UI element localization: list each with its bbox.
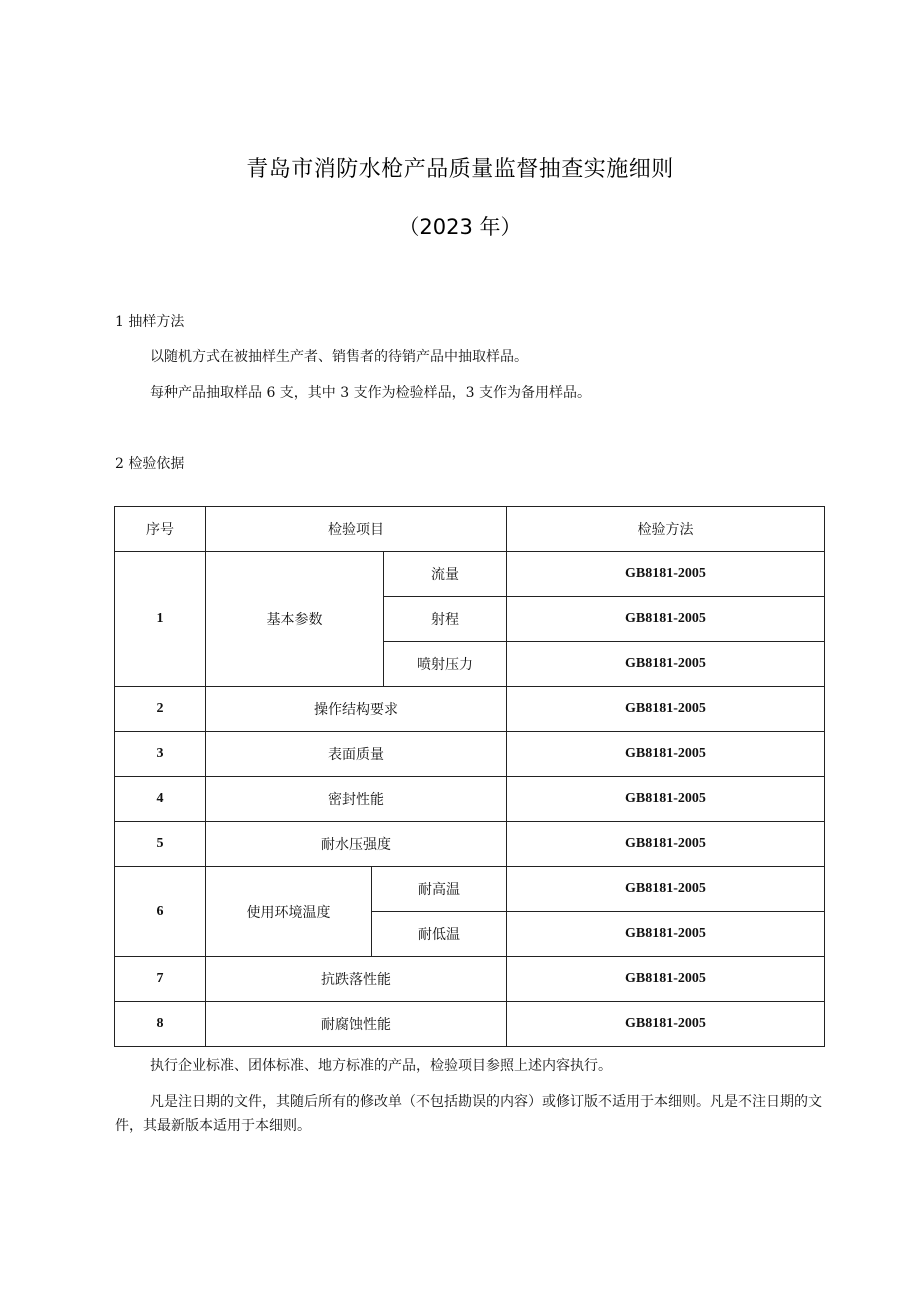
row-method: GB8181-2005: [507, 822, 825, 867]
header-item: 检验项目: [206, 507, 507, 552]
row-subitem: 喷射压力: [384, 642, 507, 687]
row-method: GB8181-2005: [507, 957, 825, 1002]
row-item: 操作结构要求: [206, 687, 507, 732]
row-method: GB8181-2005: [507, 642, 825, 687]
table-row: [115, 957, 825, 1002]
row-method: GB8181-2005: [507, 687, 825, 732]
document-subtitle: （2023 年）: [398, 215, 522, 239]
row-subitem: 耐低温: [372, 912, 507, 957]
row-no: 4: [115, 777, 206, 822]
table-row: [115, 687, 825, 732]
row-item: 耐腐蚀性能: [206, 1002, 507, 1047]
row-method: GB8181-2005: [507, 732, 825, 777]
table-row: [115, 552, 825, 597]
table-row: [115, 1002, 825, 1047]
row-no: 6: [115, 867, 206, 957]
row-no: 8: [115, 1002, 206, 1047]
header-method: 检验方法: [507, 507, 825, 552]
row-item: 使用环境温度: [206, 867, 372, 957]
row-item: 基本参数: [206, 552, 384, 687]
table-row: [115, 777, 825, 822]
row-subitem: 射程: [384, 597, 507, 642]
row-no: 1: [115, 552, 206, 687]
document-title: 青岛市消防水枪产品质量监督抽查实施细则: [246, 157, 674, 182]
section-heading-sampling: 1 抽样方法: [115, 314, 185, 330]
note-paragraph-1: 执行企业标准、团体标准、地方标准的产品，检验项目参照上述内容执行。: [150, 1058, 612, 1074]
row-method: GB8181-2005: [507, 912, 825, 957]
sampling-paragraph-1: 以随机方式在被抽样生产者、销售者的待销产品中抽取样品。: [150, 349, 528, 365]
row-subitem: 流量: [384, 552, 507, 597]
row-method: GB8181-2005: [507, 597, 825, 642]
header-no: 序号: [115, 507, 206, 552]
table-row: [115, 867, 825, 912]
row-no: 2: [115, 687, 206, 732]
row-method: GB8181-2005: [507, 552, 825, 597]
row-method: GB8181-2005: [507, 867, 825, 912]
row-method: GB8181-2005: [507, 777, 825, 822]
row-item: 抗跌落性能: [206, 957, 507, 1002]
row-item: 耐水压强度: [206, 822, 507, 867]
row-no: 3: [115, 732, 206, 777]
table-row: [115, 822, 825, 867]
row-no: 5: [115, 822, 206, 867]
row-no: 7: [115, 957, 206, 1002]
row-subitem: 耐高温: [372, 867, 507, 912]
table-row: [115, 732, 825, 777]
sampling-paragraph-2: 每种产品抽取样品 6 支，其中 3 支作为检验样品，3 支作为备用样品。: [150, 385, 591, 401]
section-heading-basis: 2 检验依据: [115, 456, 185, 472]
note-paragraph-2: 凡是注日期的文件，其随后所有的修改单（不包括勘误的内容）或修订版不适用于本细则。凡是不注日期的文件，其最新版本适用于本细则。: [115, 1094, 822, 1134]
row-item: 表面质量: [206, 732, 507, 777]
table-header-row: [115, 507, 825, 552]
row-method: GB8181-2005: [507, 1002, 825, 1047]
inspection-table: [114, 506, 825, 1047]
row-item: 密封性能: [206, 777, 507, 822]
